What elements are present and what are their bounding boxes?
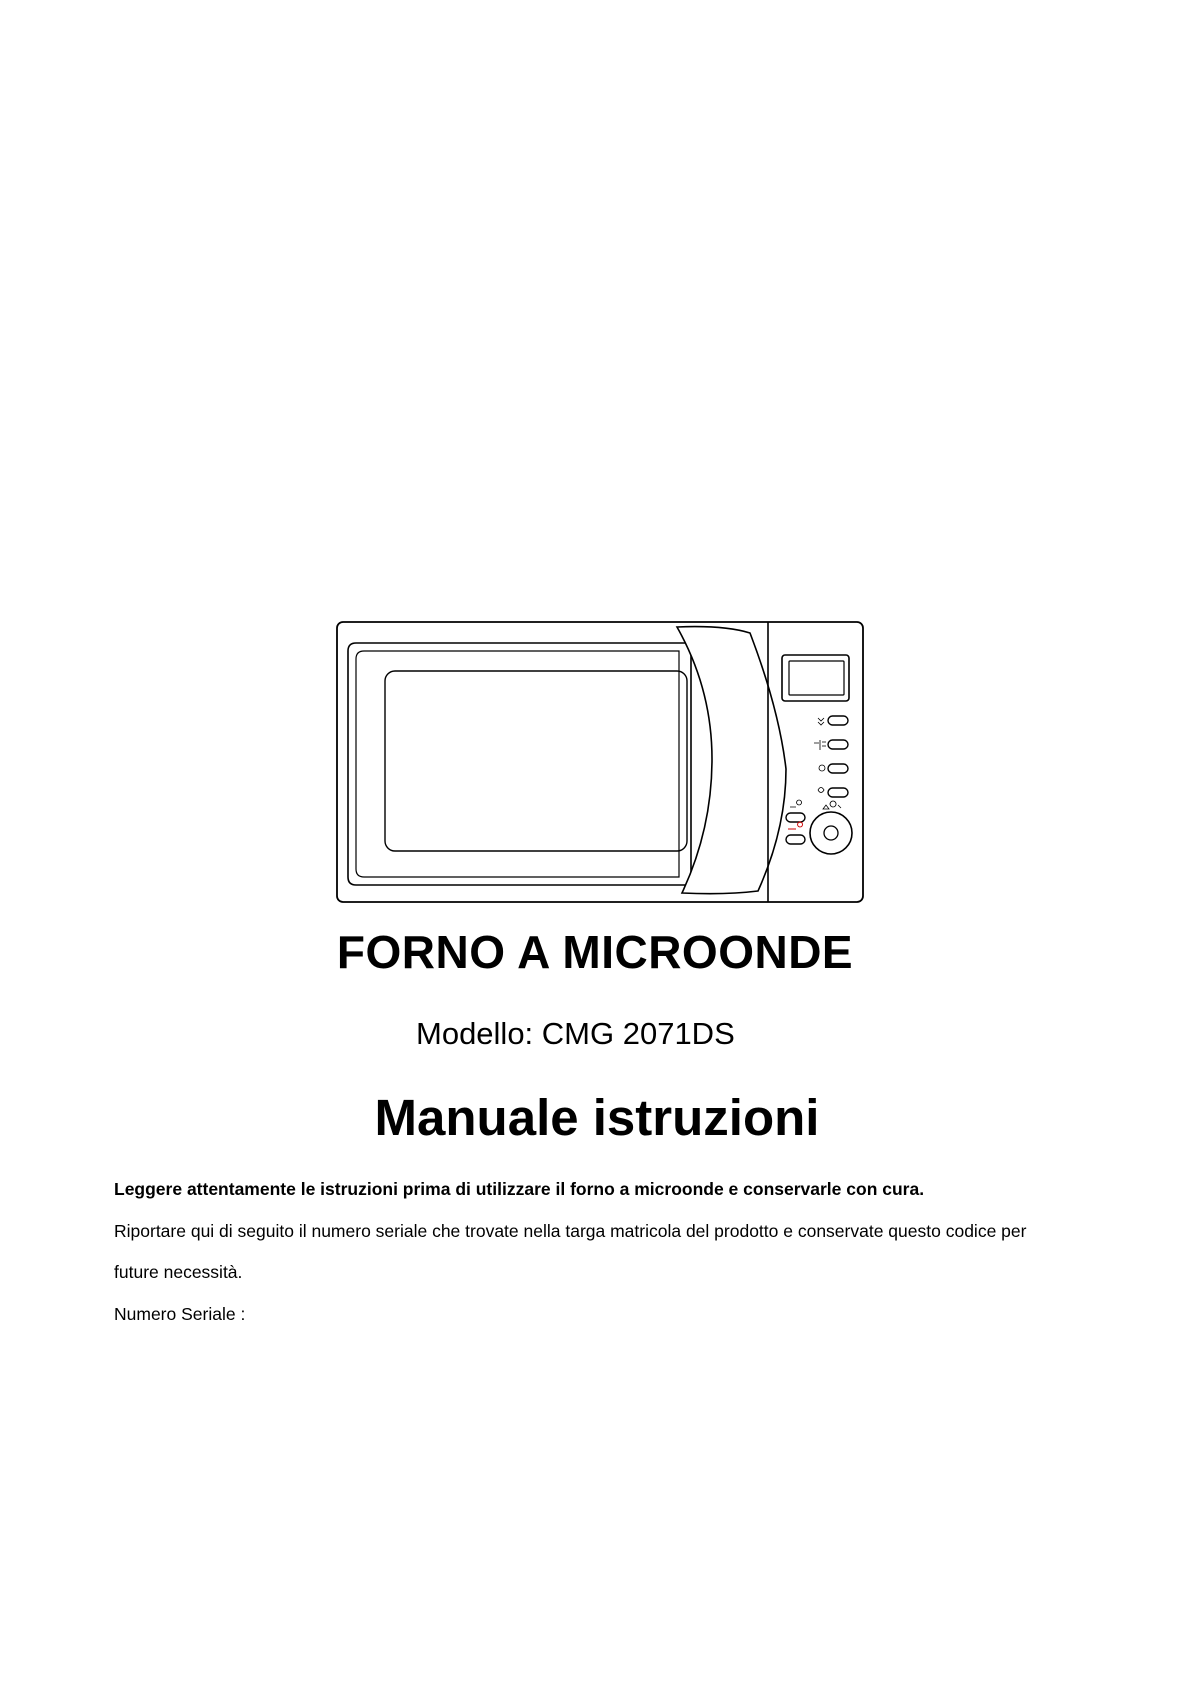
start-button [786,835,805,844]
power-button [828,716,848,725]
defrost-icon [818,788,824,793]
serial-instruction-line-2: future necessità. [114,1262,243,1282]
serial-number-label: Numero Seriale : [114,1304,246,1324]
microwave-oven-illustration [334,619,866,905]
start-icon [788,822,803,829]
oven-door-handle [677,627,786,894]
dial-inner [824,826,838,840]
oven-window [385,671,687,851]
model-number: Modello: CMG 2071DS [416,1016,735,1051]
dial-label-icons [823,801,841,809]
oven-door-inner-frame [356,651,679,877]
dial-outer [810,812,852,854]
document-title: FORNO A MICROONDE [336,926,854,978]
stop-button [786,813,805,822]
grill-button [828,740,848,749]
display-inner [789,661,844,695]
grill-icon [814,740,826,750]
clock-icon [819,765,825,771]
display-outer [782,655,849,701]
defrost-button [828,788,848,797]
power-icon [818,718,824,725]
serial-instruction-line-1: Riportare qui di seguito il numero seriale che trovate nella targa matricola del prodotto e conservate questo codice per [114,1221,1027,1241]
warning-paragraph: Leggere attentamente le istruzioni prima di utilizzare il forno a microonde e conservarle con cura. [114,1179,925,1199]
oven-door-frame [348,643,691,885]
document-subtitle: Manuale istruzioni [374,1089,820,1146]
clock-button [828,764,848,773]
stop-icon [790,800,802,807]
